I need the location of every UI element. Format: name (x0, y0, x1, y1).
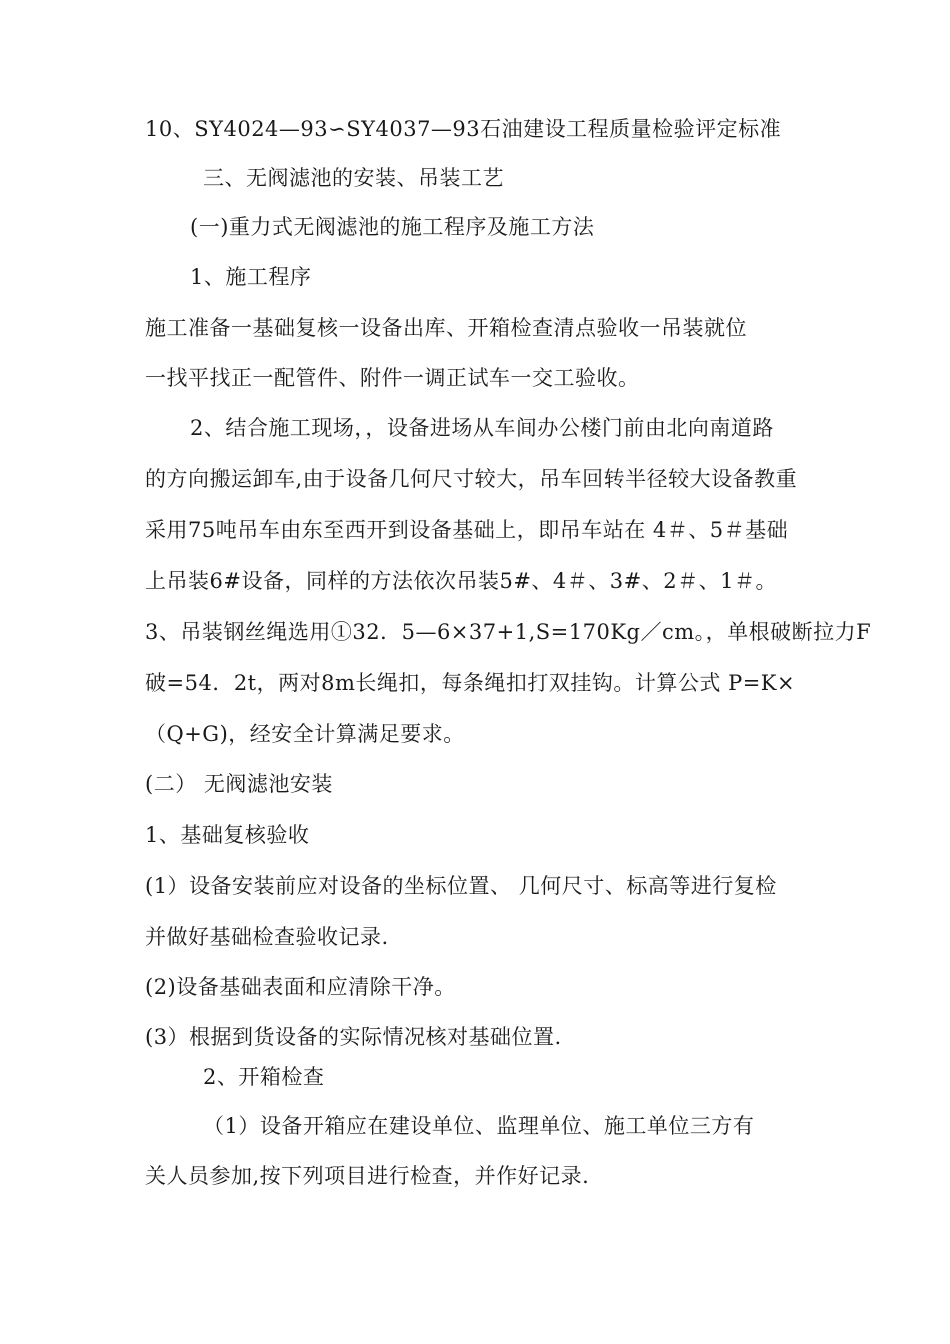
text-line-6: 一找平找正一配管件、附件一调正试车一交工验收。 (145, 366, 640, 390)
text-line-7: 2、结合施工现场，，设备进场从车间办公楼门前由北向南道路 (190, 416, 774, 440)
text-line-13: （Q+G)，经安全计算满足要求。 (145, 722, 465, 746)
text-line-18: (2)设备基础表面和应清除干净。 (145, 975, 456, 999)
text-line-5: 施工准备一基础复核一设备出库、开箱检查清点验收一吊装就位 (145, 316, 747, 340)
text-line-16: (1）设备安装前应对设备的坐标位置、 几何尺寸、标高等进行复检 (145, 874, 777, 898)
text-line-10: 上吊装6#设备，同样的方法依次吊装5#、4＃、3#、2＃、1＃。 (145, 569, 777, 593)
text-line-19: (3）根据到货设备的实际情况核对基础位置. (145, 1025, 562, 1049)
subsection-heading-2: (二） 无阀滤池安装 (145, 772, 333, 796)
item-heading-3: 2、开箱检查 (203, 1065, 325, 1089)
text-line-8: 的方向搬运卸车,由于设备几何尺寸较大，吊车回转半径较大设备教重 (145, 467, 798, 491)
text-line-9: 采用75吨吊车由东至西开到设备基础上，即吊车站在 4＃、5＃基础 (145, 518, 789, 542)
text-line-21: （1）设备开箱应在建设单位、监理单位、施工单位三方有 (203, 1114, 755, 1138)
item-heading-1: 1、施工程序 (190, 265, 312, 289)
text-line-12: 破=54．2t，两对8m长绳扣，每条绳扣打双挂钩。计算公式 P=K× (145, 671, 796, 695)
item-heading-2: 1、基础复核验收 (145, 823, 310, 847)
text-line-1: 10、SY4024—93∽SY4037—93石油建设工程质量检验评定标准 (145, 117, 782, 141)
text-line-22: 关人员参加,按下列项目进行检查，并作好记录. (145, 1164, 590, 1188)
text-line-11: 3、吊装钢丝绳选用①32．5—6×37+1,S=170Kg／cm。，单根破断拉力F (145, 620, 872, 644)
section-heading-3: 三、无阀滤池的安装、吊装工艺 (203, 166, 504, 190)
text-line-17: 并做好基础检查验收记录. (145, 925, 389, 949)
subsection-heading-1: (一)重力式无阀滤池的施工程序及施工方法 (190, 215, 595, 239)
